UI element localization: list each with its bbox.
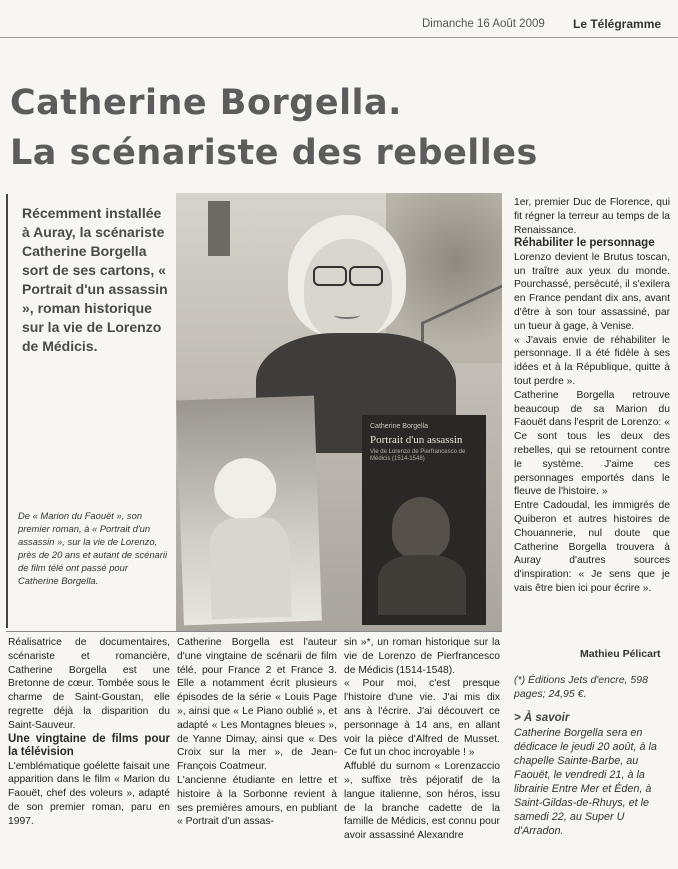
header-rule: [0, 37, 678, 38]
photo-mouth: [334, 311, 360, 319]
book-cover-portrait: [392, 497, 450, 559]
photo-glasses-left: [313, 266, 347, 286]
col2-paragraph-2: L'ancienne étudiante en lettre et histoire à la Sorbonne revient à ses premières amours, en publiant « Portrait d'un assas-: [177, 774, 337, 828]
col1-paragraph-2: L'emblématique goélette faisait une apparition dans le film « Marion du Faouët, chef des voleurs », adapté de son premier roman, paru en 1997.: [8, 760, 170, 827]
col4-paragraph-5: Entre Cadoudal, les immigrés de Quiberon et autres histoires de Chouannerie, nul doute que Catherine Borgella trouvera à Auray d'autres sources d'inspiration: « Je sens que je vais être bien ici pour écrire ».: [514, 500, 670, 595]
photo-book-left-figure-body: [208, 517, 291, 620]
photo-caption: De « Marion du Faouët », son premier roman, à « Portrait d'un assassin », sur la vie de Lorenzo, près de 20 ans et autant de scénarii de film télé ont passé pour Catherine Borgella.: [18, 510, 168, 586]
book-cover-subtitle: Vie de Lorenzo de Pierfrancesco de Médicis (1514-1548): [370, 449, 466, 462]
col4-paragraph-4: Catherine Borgella retrouve beaucoup de sa Marion du Faouët dans l'esprit de Lorenzo: « Ce sont tous les deux des rebelles, qui se retournent contre le système. J'aime ces personnages emportés dans le fleuve de l'histoire. »: [514, 389, 670, 498]
col1-paragraph-1: Réalisatrice de documentaires, scénariste et romancière, Catherine Borgella est une Bretonne de cœur. Tombée sous le charme de Saint-Goustan, elle regrette déjà la disparition du Saint-Sauveur.: [8, 637, 170, 731]
col4-paragraph-3: « J'avais envie de réhabiliter le personnage. Il a été fidèle à ses idées et à la République, quitte à tout perdre ».: [514, 334, 670, 388]
a-savoir-title: > À savoir: [514, 712, 570, 724]
photo-book-left-figure: [213, 457, 277, 521]
subheading-rehabiliter: Réhabiliter le personnage: [514, 237, 655, 250]
article-column-3: [344, 636, 500, 843]
article-column-2: [177, 636, 337, 829]
article-column-4: [514, 196, 670, 596]
headline-line-1: Catherine Borgella.: [10, 83, 402, 123]
col3-paragraph-2: « Pour moi, c'est presque l'histoire d'une vie. J'ai mis dix ans à l'écrire. J'ai découvert ce personnage à 14 ans, en allant voir la pièce d'Alfred de Musset. Ce fut un choc incroyable ! »: [344, 678, 500, 759]
col2-paragraph-1: Catherine Borgella est l'auteur d'une vingtaine de scénarii de film télé, pour France 2 et France 3. Elle a notamment écrit plusieurs épisodes de la série « Louis Page », ainsi que « Le Piano oublié », et adapté « Les Montagnes bleues », de Yanne Dimay, ainsi que « Des Croix sur la mer », de Jean-François Coatmeur.: [177, 637, 337, 773]
col3-paragraph-1: sin »*, un roman historique sur la vie de Lorenzo de Pierfrancesco de Médicis (1514-1548).: [344, 637, 500, 676]
byline: Mathieu Pélicart: [580, 648, 661, 660]
author-photo: [176, 193, 502, 631]
photo-glasses-right: [349, 266, 383, 286]
footnote: (*) Éditions Jets d'encre, 598 pages; 24,95 €.: [514, 674, 648, 700]
col4-paragraph-2: Lorenzo devient le Brutus toscan, un traître aux yeux du monde. Pourchassé, persécuté, il s'exilera en France pendant dix ans, avant d'être à son tour assassiné, par un tueur à gage, à Venise.: [514, 251, 670, 332]
col4-paragraph-1: 1er, premier Duc de Florence, qui fit régner la terreur au temps de la Renaissance.: [514, 197, 670, 236]
newspaper-name: Le Télégramme: [573, 17, 662, 31]
header-date: Dimanche 16 Août 2009: [422, 18, 545, 30]
headline-line-2: La scénariste des rebelles: [10, 133, 538, 173]
intro-text: Récemment installée à Auray, la scénariste Catherine Borgella sort de ses cartons, « Portrait d'un assassin », roman historique sur la vie de Lorenzo de Médicis.: [22, 205, 168, 354]
article-column-1: [8, 636, 170, 829]
photo-bottom-rule: [6, 631, 502, 632]
book-cover-author: Catherine Borgella: [370, 423, 428, 430]
a-savoir-text: Catherine Borgella sera en dédicace le jeudi 20 août, à la chapelle Sainte-Barbe, au Faouët, le vendredi 21, à la librairie Entre Mer et Éden, à Saint-Gildas-de-Rhuys, et le samedi 22, au Super U d'Arradon.: [514, 727, 657, 837]
col3-paragraph-3: Affublé du surnom « Lorenzaccio », suffixe très péjoratif de la langue italienne, son héros, issu de la branche cadette de la famille de Médicis, est connu pour avoir assassiné Alexandre: [344, 761, 500, 842]
photo-window: [208, 201, 230, 256]
subheading-films: Une vingtaine de films pour la télévision: [8, 732, 170, 759]
book-cover-portrait-body: [378, 555, 466, 615]
photo-book-left: [176, 396, 322, 626]
book-cover: [362, 415, 486, 625]
photo-face: [304, 239, 392, 341]
book-cover-title: Portrait d'un assassin: [370, 434, 463, 446]
